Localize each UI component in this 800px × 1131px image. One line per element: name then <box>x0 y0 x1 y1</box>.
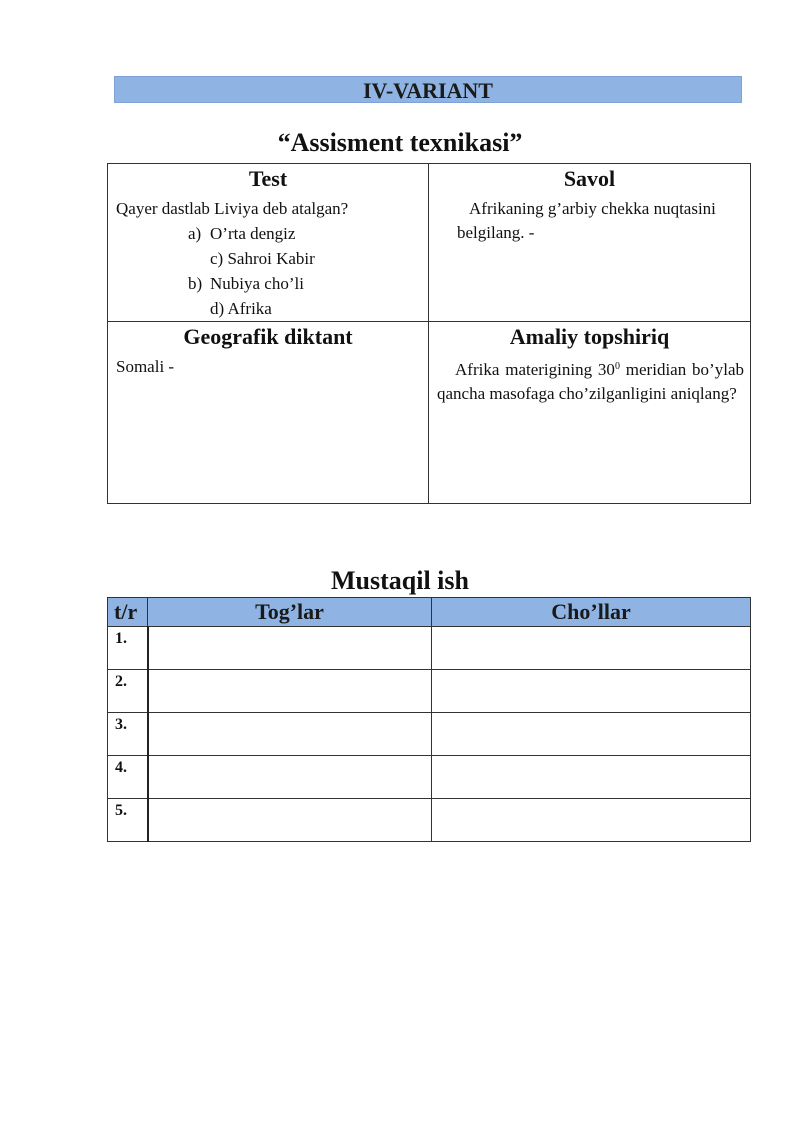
geografik-heading: Geografik diktant <box>183 324 353 349</box>
option-label: a) <box>188 224 202 243</box>
savol-line-2: belgilang. - <box>457 223 535 242</box>
amaliy-cell <box>429 322 751 504</box>
option-text: Nubiya cho’li <box>210 274 304 293</box>
degree-superscript: 0 <box>614 361 620 372</box>
row-number: 1. <box>108 627 148 670</box>
amaliy-text-after: meridian bo’ylab qancha masofaga cho’zilganligini aniqlang? <box>437 360 744 403</box>
test-option-d <box>108 296 428 321</box>
assessment-title: “Assisment texnikasi” <box>277 128 523 157</box>
savol-cell <box>429 164 751 322</box>
option-text: Sahroi Kabir <box>227 249 315 268</box>
test-option-c <box>108 246 428 271</box>
table-row <box>108 799 751 842</box>
column-header-toglar: Tog’lar <box>148 598 432 627</box>
row-number: 3. <box>108 713 148 756</box>
test-cell <box>108 164 429 322</box>
chollar-cell <box>432 670 751 713</box>
toglar-cell <box>148 627 432 670</box>
table-row <box>108 670 751 713</box>
toglar-cell <box>148 799 432 842</box>
amaliy-text <box>429 355 750 406</box>
variant-banner <box>114 76 742 103</box>
test-option-a <box>108 221 428 246</box>
option-text: O’rta dengiz <box>210 224 296 243</box>
option-label: b) <box>188 274 203 293</box>
geografik-cell <box>108 322 429 504</box>
mustaqil-header-row <box>108 598 751 627</box>
variant-label: IV-VARIANT <box>363 78 493 103</box>
amaliy-text-before: Afrika materigining 30 <box>455 360 615 379</box>
row-number: 4. <box>108 756 148 799</box>
savol-line-1: Afrikaning g’arbiy chekka nuqtasini <box>469 199 716 218</box>
option-label: c) <box>210 249 224 268</box>
toglar-cell <box>148 670 432 713</box>
test-question: Qayer dastlab Liviya deb atalgan? <box>116 199 349 218</box>
row-number: 5. <box>108 799 148 842</box>
table-row <box>108 756 751 799</box>
row-number: 2. <box>108 670 148 713</box>
option-label: d) <box>210 299 225 318</box>
amaliy-heading: Amaliy topshiriq <box>509 324 670 349</box>
test-options <box>108 221 428 321</box>
test-heading: Test <box>248 166 288 191</box>
column-header-tr: t/r <box>108 598 148 627</box>
mustaqil-title: Mustaqil ish <box>331 566 469 595</box>
table-row <box>108 627 751 670</box>
test-option-b <box>108 271 428 296</box>
chollar-cell <box>432 799 751 842</box>
assessment-table <box>107 163 751 504</box>
table-row <box>108 713 751 756</box>
toglar-cell <box>148 756 432 799</box>
mustaqil-table <box>107 597 751 842</box>
geografik-text: Somali - <box>116 357 175 376</box>
chollar-cell <box>432 756 751 799</box>
savol-heading: Savol <box>563 166 616 191</box>
chollar-cell <box>432 627 751 670</box>
column-header-chollar: Cho’llar <box>432 598 751 627</box>
option-text: Afrika <box>227 299 272 318</box>
chollar-cell <box>432 713 751 756</box>
savol-text <box>429 197 750 245</box>
toglar-cell <box>148 713 432 756</box>
